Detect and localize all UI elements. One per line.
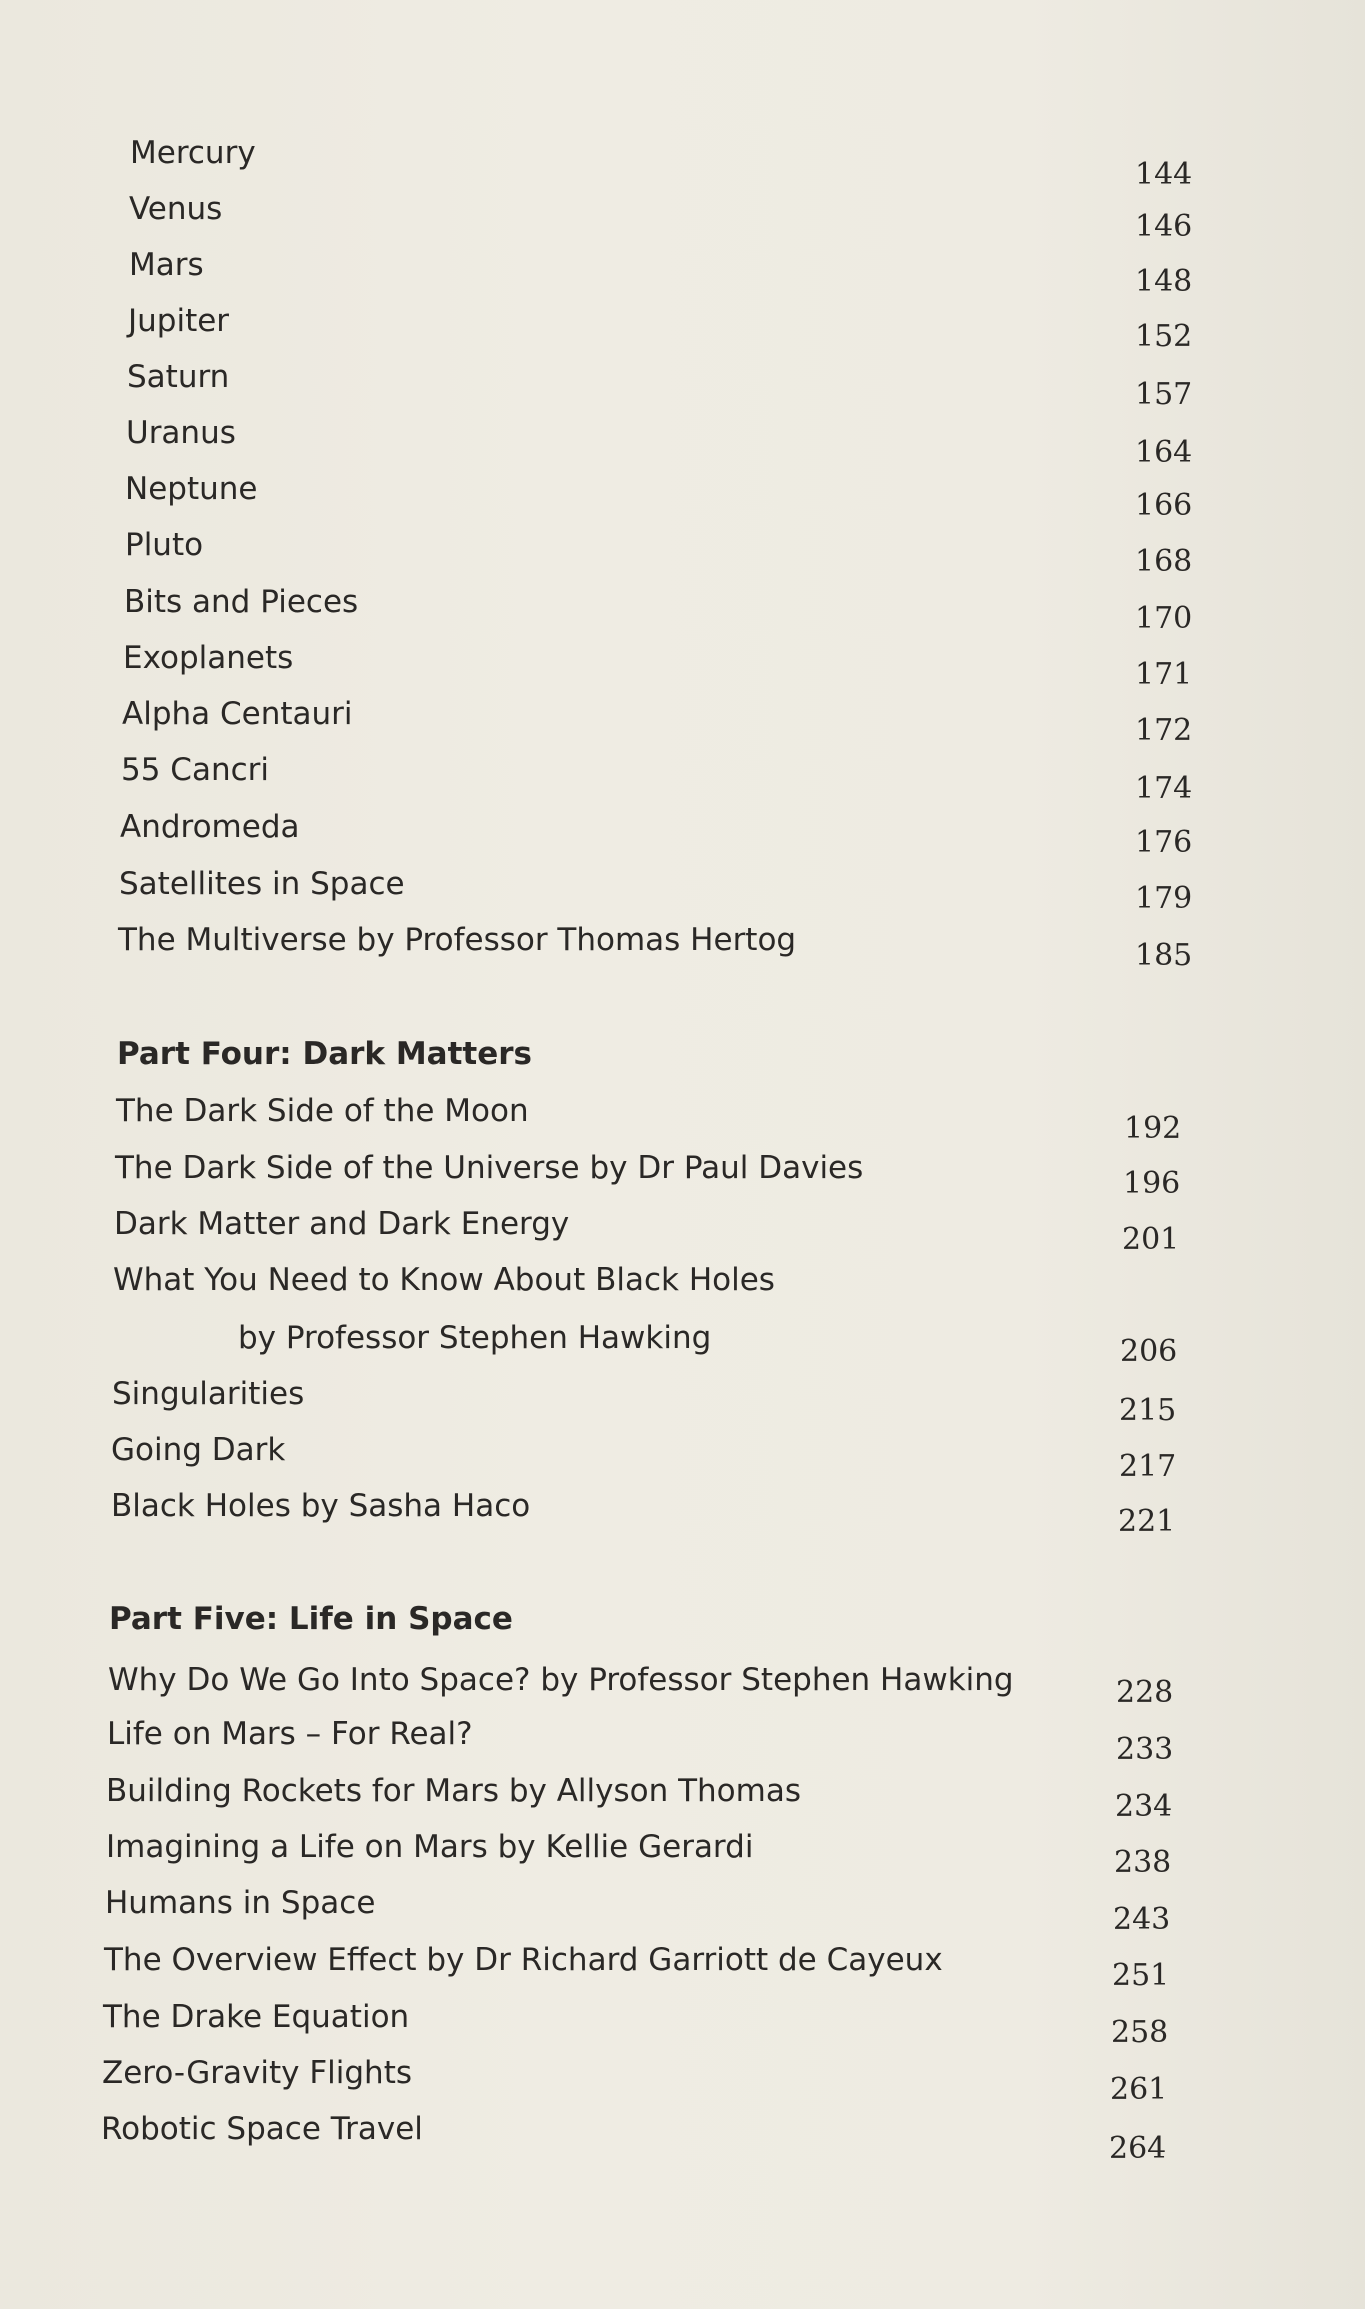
entry-title: The Multiverse by Professor Thomas Hertog bbox=[118, 922, 797, 958]
toc-entry bbox=[0, 1374, 1365, 1428]
entry-page: 258 bbox=[1111, 2015, 1169, 2050]
entry-title: Satellites in Space bbox=[119, 866, 405, 902]
toc-entry bbox=[0, 357, 1365, 412]
entry-page: 164 bbox=[1135, 435, 1193, 470]
toc-entry bbox=[0, 864, 1365, 916]
entry-page: 157 bbox=[1135, 377, 1193, 412]
entry-title: Mercury bbox=[130, 135, 256, 171]
entry-title: The Overview Effect by Dr Richard Garriott de Cayeux bbox=[104, 1942, 943, 1978]
toc-entry bbox=[0, 413, 1365, 470]
entry-title: Robotic Space Travel bbox=[101, 2111, 423, 2147]
entry-title: Exoplanets bbox=[123, 640, 294, 676]
entry-page: 176 bbox=[1135, 825, 1193, 860]
entry-page: 144 bbox=[1135, 157, 1193, 192]
toc-entry bbox=[0, 469, 1365, 523]
entry-page: 148 bbox=[1135, 264, 1193, 299]
entry-title: Neptune bbox=[125, 471, 258, 507]
toc-entry bbox=[0, 807, 1365, 860]
entry-page: 243 bbox=[1113, 1902, 1171, 1937]
entry-page: 264 bbox=[1109, 2131, 1167, 2166]
toc-entry bbox=[0, 1430, 1365, 1484]
entry-title: Going Dark bbox=[111, 1432, 286, 1468]
toc-entry bbox=[0, 1091, 1365, 1146]
entry-title: by Professor Stephen Hawking bbox=[238, 1320, 712, 1356]
toc-entry bbox=[0, 750, 1365, 806]
entry-page: 170 bbox=[1135, 601, 1193, 636]
entry-title: Jupiter bbox=[128, 303, 230, 339]
toc-entry bbox=[0, 638, 1365, 692]
entry-title: 55 Cancri bbox=[121, 752, 269, 788]
entry-title: Humans in Space bbox=[105, 1885, 376, 1921]
entry-title: The Dark Side of the Moon bbox=[116, 1093, 529, 1129]
toc-entry bbox=[0, 1771, 1365, 1824]
entry-page: 171 bbox=[1135, 657, 1193, 692]
entry-page: 238 bbox=[1114, 1845, 1172, 1880]
entry-title: Saturn bbox=[127, 359, 230, 395]
entry-page: 196 bbox=[1123, 1166, 1181, 1201]
entry-title: Venus bbox=[129, 191, 223, 227]
entry-page: 166 bbox=[1135, 488, 1193, 523]
entry-title: Life on Mars – For Real? bbox=[107, 1716, 473, 1752]
entry-title: What You Need to Know About Black Holes bbox=[113, 1262, 775, 1298]
entry-page: 152 bbox=[1135, 319, 1193, 354]
entry-page: 217 bbox=[1119, 1449, 1177, 1484]
entry-page: 146 bbox=[1135, 209, 1193, 244]
part-four-heading: Part Four: Dark Matters bbox=[117, 1036, 532, 1072]
entry-title: Singularities bbox=[112, 1376, 305, 1412]
toc-entry bbox=[0, 2109, 1365, 2166]
entry-title: Mars bbox=[129, 247, 204, 283]
toc-entry bbox=[0, 582, 1365, 636]
toc-entry bbox=[0, 1940, 1365, 1993]
entry-title: Zero-Gravity Flights bbox=[102, 2055, 412, 2091]
entry-title: Black Holes by Sasha Haco bbox=[111, 1488, 531, 1524]
entry-page: 185 bbox=[1135, 938, 1193, 973]
entry-title: Building Rockets for Mars by Allyson Thomas bbox=[106, 1773, 801, 1809]
entry-title: The Drake Equation bbox=[103, 1999, 410, 2035]
toc-entry bbox=[0, 1486, 1365, 1539]
entry-page: 234 bbox=[1115, 1789, 1173, 1824]
entry-page: 172 bbox=[1135, 713, 1193, 748]
toc-entry bbox=[0, 1204, 1365, 1257]
toc-entry bbox=[0, 1260, 1365, 1300]
entry-title: The Dark Side of the Universe by Dr Paul Davies bbox=[115, 1150, 864, 1186]
entry-page: 206 bbox=[1120, 1334, 1178, 1369]
entry-page: 233 bbox=[1116, 1732, 1174, 1767]
entry-title: Uranus bbox=[126, 415, 236, 451]
toc-entry bbox=[0, 1318, 1365, 1369]
entry-page: 215 bbox=[1119, 1393, 1177, 1428]
entry-title: Andromeda bbox=[120, 809, 300, 845]
toc-entry bbox=[0, 694, 1365, 748]
entry-title: Bits and Pieces bbox=[124, 584, 359, 620]
entry-page: 179 bbox=[1135, 881, 1193, 916]
toc-entry bbox=[0, 1660, 1365, 1710]
entry-title: Pluto bbox=[125, 527, 204, 563]
toc-entry bbox=[0, 2053, 1365, 2107]
entry-page: 221 bbox=[1118, 1504, 1176, 1539]
toc-entry bbox=[0, 1714, 1365, 1767]
toc-entry bbox=[0, 1997, 1365, 2050]
entry-page: 228 bbox=[1116, 1675, 1174, 1710]
toc-entry bbox=[0, 133, 1365, 192]
entry-page: 251 bbox=[1112, 1958, 1170, 1993]
entry-page: 174 bbox=[1135, 771, 1193, 806]
entry-title: Alpha Centauri bbox=[122, 696, 353, 732]
entry-page: 192 bbox=[1124, 1111, 1182, 1146]
toc-entry bbox=[0, 1883, 1365, 1937]
entry-page: 261 bbox=[1110, 2072, 1168, 2107]
toc-entry bbox=[0, 1148, 1365, 1201]
entry-title: Why Do We Go Into Space? by Professor Stephen Hawking bbox=[108, 1662, 1014, 1698]
part-five-heading: Part Five: Life in Space bbox=[109, 1601, 513, 1637]
entry-title: Imagining a Life on Mars by Kellie Gerardi bbox=[106, 1829, 754, 1865]
toc-entry bbox=[0, 189, 1365, 244]
entry-page: 201 bbox=[1122, 1222, 1180, 1257]
toc-entry bbox=[0, 1827, 1365, 1880]
toc-entry bbox=[0, 525, 1365, 579]
entry-page: 168 bbox=[1135, 544, 1193, 579]
toc-entry bbox=[0, 301, 1365, 354]
toc-entry bbox=[0, 245, 1365, 299]
entry-title: Dark Matter and Dark Energy bbox=[114, 1206, 570, 1242]
toc-entry bbox=[0, 920, 1365, 973]
